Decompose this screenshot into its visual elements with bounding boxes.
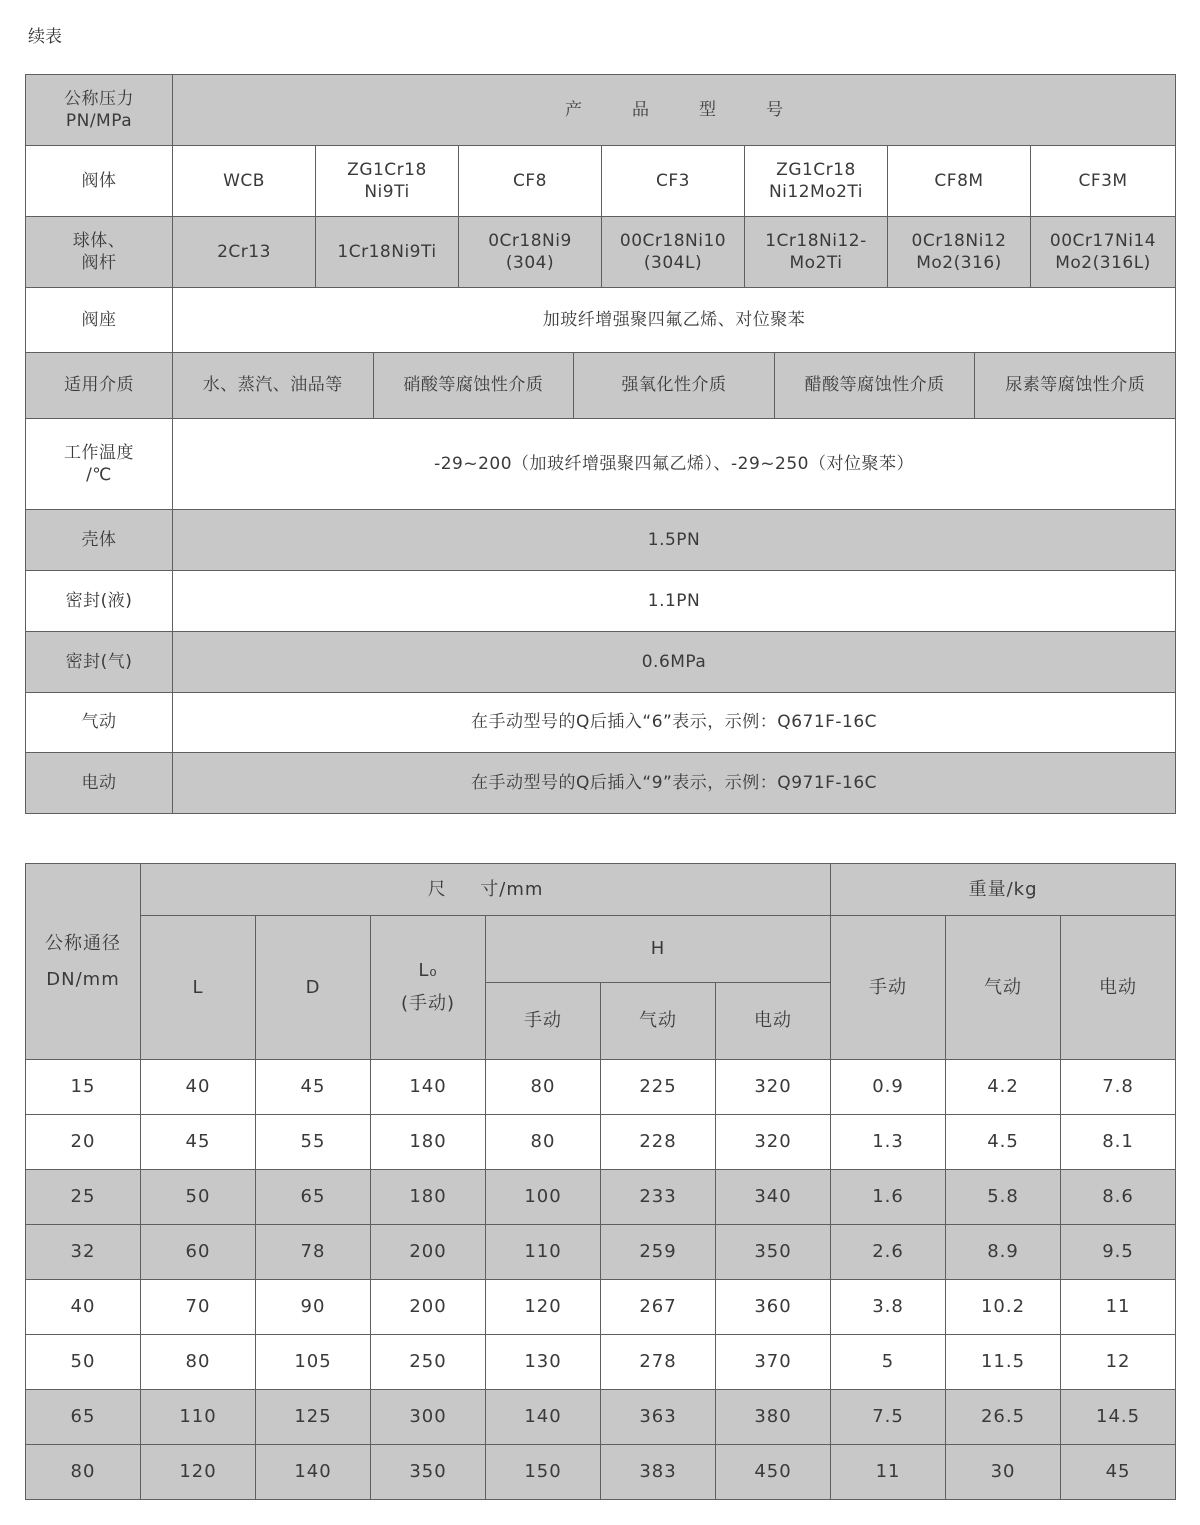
table-cell: 225 [601,1060,716,1115]
body-material-value: CF8 [459,146,602,217]
table-cell: 140 [256,1445,371,1500]
continued-label: 续表 [28,27,62,47]
dimensions-header [141,864,831,916]
dimensions-title: 尺 寸/mm [427,878,544,900]
body-material-row [26,146,1176,217]
table-cell: 360 [716,1280,831,1335]
table-cell: 45 [141,1115,256,1170]
pressure-header-cell: 公称压力 PN/MPa [26,75,173,146]
table-cell: 150 [486,1445,601,1500]
table-cell: 5.8 [946,1170,1061,1225]
table-cell: 130 [486,1335,601,1390]
table-cell: 200 [371,1280,486,1335]
dim-body [26,1060,1176,1500]
table-cell: 80 [486,1115,601,1170]
table-cell: 70 [141,1280,256,1335]
table-cell: 233 [601,1170,716,1225]
weight-header: 重量/kg [831,864,1176,916]
spec-table [25,74,1176,814]
table-cell: 25 [26,1170,141,1225]
table-cell: 1.3 [831,1115,946,1170]
weight-pneumatic-header: 气动 [946,916,1061,1060]
table-cell: 120 [141,1445,256,1500]
l0-header: L₀ (手动) [371,916,486,1060]
table-row [26,1170,1176,1225]
dimension-table [25,863,1176,1500]
media-label: 适用介质 [26,353,173,419]
table-cell: 65 [26,1390,141,1445]
table-cell: 60 [141,1225,256,1280]
table-cell: 180 [371,1170,486,1225]
body-material-value: CF3 [602,146,745,217]
table-cell: 11 [1061,1280,1176,1335]
seat-label: 阀座 [26,288,173,353]
body-material-value: WCB [173,146,316,217]
table-cell: 105 [256,1335,371,1390]
table-cell: 40 [26,1280,141,1335]
table-cell: 370 [716,1335,831,1390]
table-cell: 8.6 [1061,1170,1176,1225]
table-cell: 250 [371,1335,486,1390]
table-cell: 80 [26,1445,141,1500]
ball-stem-label: 球体、 阀杆 [26,217,173,288]
table-cell: 40 [141,1060,256,1115]
table-cell: 259 [601,1225,716,1280]
table-cell: 0.9 [831,1060,946,1115]
table-row [26,1390,1176,1445]
table-cell: 180 [371,1115,486,1170]
table-cell: 320 [716,1115,831,1170]
body-material-value: ZG1Cr18 Ni12Mo2Ti [745,146,888,217]
table-cell: 110 [141,1390,256,1445]
body-material-value: CF3M [1031,146,1176,217]
pneumatic-row [26,693,1176,753]
seal-liquid-value: 1.1PN [173,571,1176,632]
table-cell: 20 [26,1115,141,1170]
temperature-row [26,419,1176,510]
h-header: H [486,916,831,983]
table-row [26,1335,1176,1390]
table-cell: 140 [371,1060,486,1115]
shell-label: 壳体 [26,510,173,571]
ball-stem-value: 1Cr18Ni9Ti [316,217,459,288]
dim-header-row-2 [26,916,1176,983]
table-cell: 2.6 [831,1225,946,1280]
h-manual-header: 手动 [486,983,601,1060]
table-cell: 125 [256,1390,371,1445]
table-cell: 5 [831,1335,946,1390]
table-cell: 383 [601,1445,716,1500]
seat-row [26,288,1176,353]
table-cell: 350 [371,1445,486,1500]
seal-gas-row [26,632,1176,693]
table-cell: 80 [141,1335,256,1390]
table-cell: 30 [946,1445,1061,1500]
weight-manual-header: 手动 [831,916,946,1060]
table-cell: 14.5 [1061,1390,1176,1445]
table-cell: 32 [26,1225,141,1280]
table-cell: 45 [1061,1445,1176,1500]
table-cell: 7.8 [1061,1060,1176,1115]
pneumatic-label: 气动 [26,693,173,753]
electric-row [26,753,1176,814]
media-value: 尿素等腐蚀性介质 [1005,375,1146,396]
seal-liquid-label: 密封(液) [26,571,173,632]
d-header: D [256,916,371,1060]
h-pneumatic-header: 气动 [601,983,716,1060]
table-cell: 120 [486,1280,601,1335]
weight-electric-header: 电动 [1061,916,1176,1060]
electric-value: 在手动型号的Q后插入“9”表示，示例：Q971F-16C [173,753,1176,814]
ball-stem-value: 0Cr18Ni9 (304) [459,217,602,288]
table-cell: 350 [716,1225,831,1280]
ball-stem-value: 00Cr18Ni10 (304L) [602,217,745,288]
media-value: 强氧化性介质 [574,353,775,418]
ball-stem-row [26,217,1176,288]
l-header: L [141,916,256,1060]
table-cell: 8.9 [946,1225,1061,1280]
table-cell: 278 [601,1335,716,1390]
table-cell: 65 [256,1170,371,1225]
table-cell: 80 [486,1060,601,1115]
media-row [26,353,1176,419]
table-cell: 7.5 [831,1390,946,1445]
spec-header-row [26,75,1176,146]
table-cell: 90 [256,1280,371,1335]
table-cell: 1.6 [831,1170,946,1225]
table-cell: 200 [371,1225,486,1280]
table-cell: 110 [486,1225,601,1280]
pneumatic-value: 在手动型号的Q后插入“6”表示，示例：Q671F-16C [173,693,1176,753]
table-cell: 50 [26,1335,141,1390]
ball-stem-value: 00Cr17Ni14 Mo2(316L) [1031,217,1176,288]
shell-value: 1.5PN [173,510,1176,571]
ball-stem-value: 0Cr18Ni12 Mo2(316) [888,217,1031,288]
seat-value: 加玻纤增强聚四氟乙烯、对位聚苯 [173,288,1176,353]
table-cell: 12 [1061,1335,1176,1390]
table-cell: 4.2 [946,1060,1061,1115]
seal-liquid-row [26,571,1176,632]
table-row [26,1280,1176,1335]
dim-header-row-1 [26,864,1176,916]
table-cell: 300 [371,1390,486,1445]
table-row [26,1445,1176,1500]
seal-gas-value: 0.6MPa [173,632,1176,693]
table-cell: 100 [486,1170,601,1225]
dn-header: 公称通径 DN/mm [26,864,141,1060]
body-material-value: ZG1Cr18 Ni9Ti [316,146,459,217]
media-value: 醋酸等腐蚀性介质 [775,353,976,418]
product-model-header [173,75,1176,146]
table-cell: 11 [831,1445,946,1500]
media-values-container [173,353,1176,419]
product-model-title: 产品型号 [565,99,834,120]
table-cell: 45 [256,1060,371,1115]
table-row [26,1225,1176,1280]
media-value: 硝酸等腐蚀性介质 [374,353,575,418]
body-material-value: CF8M [888,146,1031,217]
table-cell: 9.5 [1061,1225,1176,1280]
ball-stem-value: 2Cr13 [173,217,316,288]
table-cell: 228 [601,1115,716,1170]
table-cell: 3.8 [831,1280,946,1335]
shell-row [26,510,1176,571]
table-cell: 380 [716,1390,831,1445]
ball-stem-value: 1Cr18Ni12- Mo2Ti [745,217,888,288]
table-cell: 55 [256,1115,371,1170]
seal-gas-label: 密封(气) [26,632,173,693]
table-cell: 8.1 [1061,1115,1176,1170]
table-row [26,1115,1176,1170]
media-value: 水、蒸汽、油品等 [173,353,374,418]
temperature-value: -29~200（加玻纤增强聚四氟乙烯）、-29~250（对位聚苯） [173,419,1176,510]
table-cell: 50 [141,1170,256,1225]
table-cell: 320 [716,1060,831,1115]
electric-label: 电动 [26,753,173,814]
table-cell: 15 [26,1060,141,1115]
table-cell: 11.5 [946,1335,1061,1390]
table-cell: 10.2 [946,1280,1061,1335]
table-cell: 140 [486,1390,601,1445]
h-electric-header: 电动 [716,983,831,1060]
table-row [26,1060,1176,1115]
table-cell: 26.5 [946,1390,1061,1445]
table-cell: 4.5 [946,1115,1061,1170]
table-cell: 267 [601,1280,716,1335]
temperature-label: 工作温度 /℃ [26,419,173,510]
table-cell: 363 [601,1390,716,1445]
body-material-label: 阀体 [26,146,173,217]
table-cell: 450 [716,1445,831,1500]
table-cell: 78 [256,1225,371,1280]
table-cell: 340 [716,1170,831,1225]
